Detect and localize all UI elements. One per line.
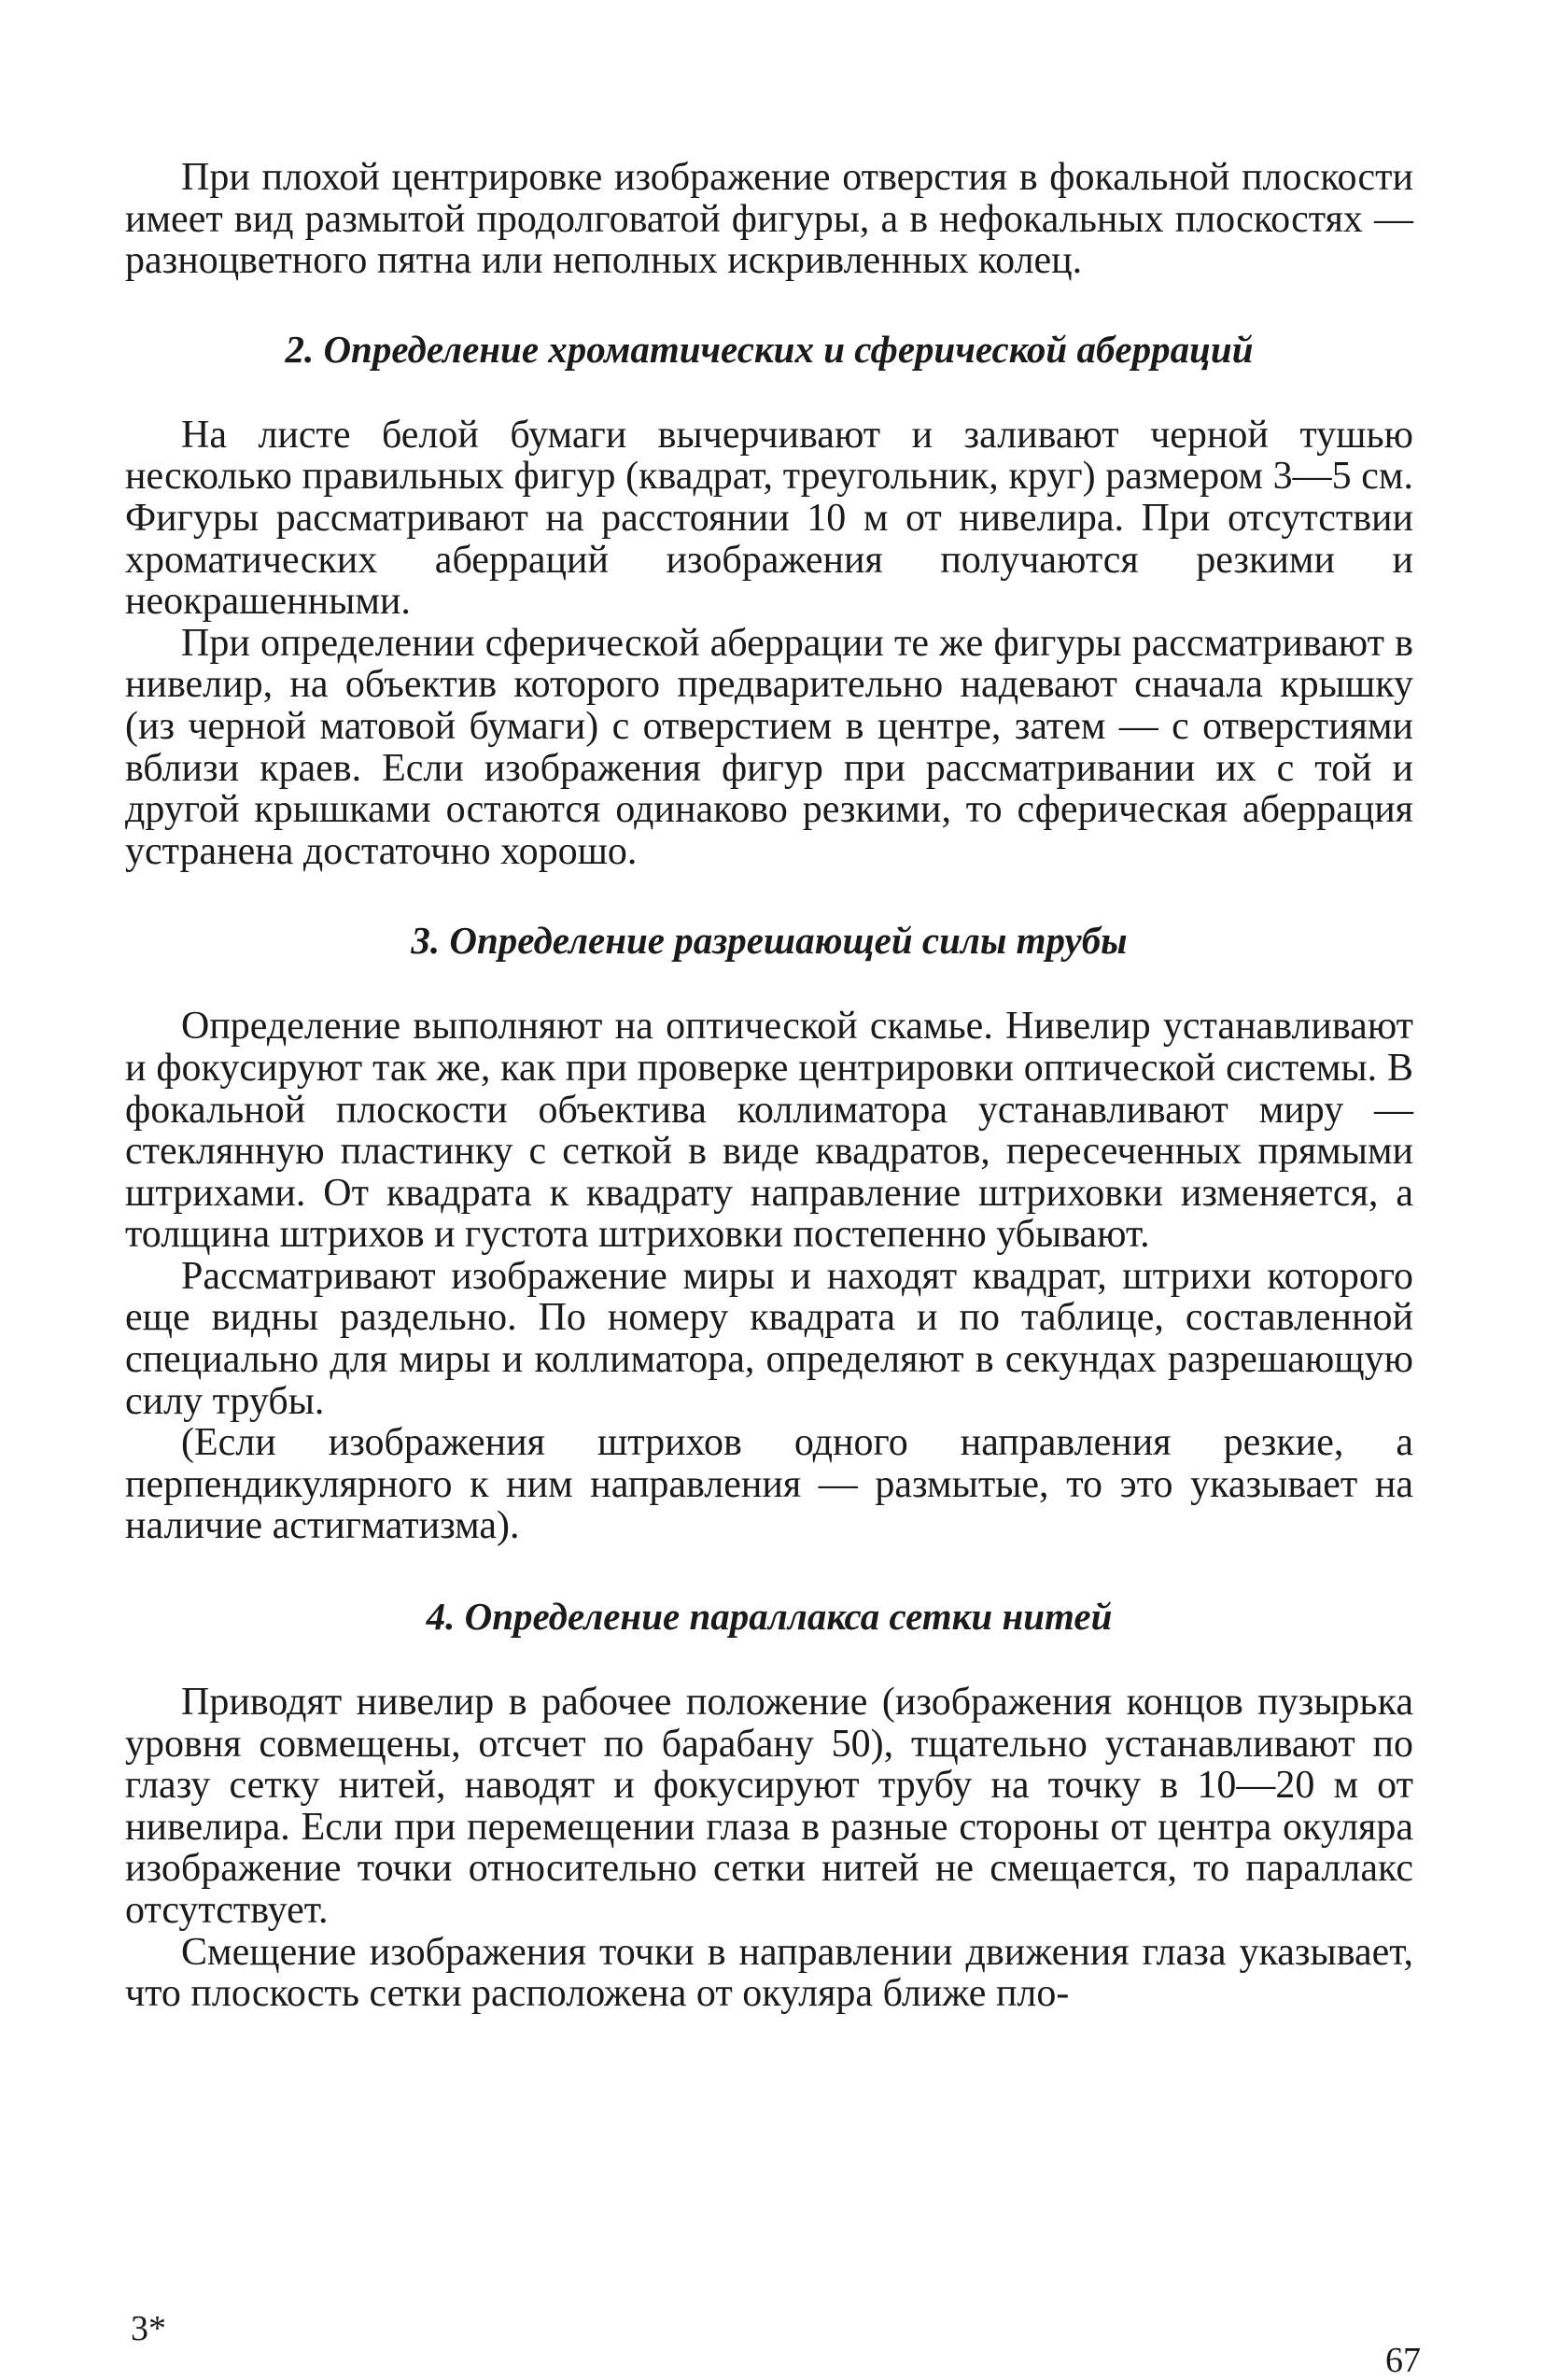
- page-body: [125, 157, 1413, 2015]
- section-heading-aberrations: 2. Определение хроматических и сферической аберраций: [285, 327, 1254, 371]
- printer-signature-mark: 3*: [131, 2309, 166, 2348]
- page-number: 67: [1385, 2341, 1421, 2380]
- paragraph-spherical-aberration: При определении сферической аберрации те же фигуры рассматривают в нивелир, на объектив которого предварительно надевают сначала крышку (из черной матовой бумаги) с отверстием в центре, затем — с отверстиями вблизи краев. Если изображения фигур при рассматривании их с той и другой крышками остаются одинаково резкими, то сферическая аберрация устранена достаточно хорошо.: [125, 621, 1413, 873]
- paragraph-astigmatism-note: (Если изображения штрихов одного направления резкие, а перпендикулярного к ним направления — размытые, то это указывает на наличие астигматизма).: [125, 1421, 1413, 1548]
- paragraph-parallax-procedure: Приводят нивелир в рабочее положение (изображения концов пузырька уровня совмещены, отсчет по барабану 50), тщательно устанавливают по глазу сетку нитей, наводят и фокусируют трубу на точку в 10—20 м от нивелира. Если при перемещении глаза в разные стороны от центра окуляра изображение точки относительно сетки нитей не смещается, то параллакс отсутствует.: [125, 1681, 1413, 1932]
- section-heading-parallax: 4. Определение параллакса сетки нитей: [426, 1595, 1113, 1639]
- paragraph-parallax-shift: Смещение изображения точки в направлении движения глаза указывает, что плоскость сетки расположена от окуляра ближе пло-: [125, 1930, 1413, 2016]
- paragraph-centering-result: При плохой центрировке изображение отверстия в фокальной плоскости имеет вид размытой продолговатой фигуры, а в нефокальных плоскостях — разноцветного пятна или неполных искривленных колец.: [125, 156, 1413, 283]
- paragraph-chromatic-aberration: На листе белой бумаги вычерчивают и заливают черной тушью несколько правильных фигур (квадрат, треугольник, круг) размером 3—5 см. Фигуры рассматривают на расстоянии 10 м от нивелира. При отсутствии хроматических аберраций изображения получаются резкими и неокрашенными.: [125, 413, 1413, 624]
- paragraph-optical-bench: Определение выполняют на оптической скамье. Нивелир устанавливают и фокусируют так же, как при проверке центрировки оптической системы. В фокальной плоскости объектива коллиматора устанавливают миру — стеклянную пластинку с сеткой в виде квадратов, пересеченных прямыми штрихами. От квадрата к квадрату направление штриховки изменяется, а толщина штрихов и густота штриховки постепенно убывают.: [125, 1005, 1413, 1257]
- section-heading-resolving-power: 3. Определение разрешающей силы трубы: [411, 919, 1128, 963]
- paragraph-mire-inspection: Рассматривают изображение миры и находят квадрат, штрихи которого еще видны раздельно. По номеру квадрата и по таблице, составленной специально для миры и коллиматора, определяют в секундах разрешающую силу трубы.: [125, 1254, 1413, 1423]
